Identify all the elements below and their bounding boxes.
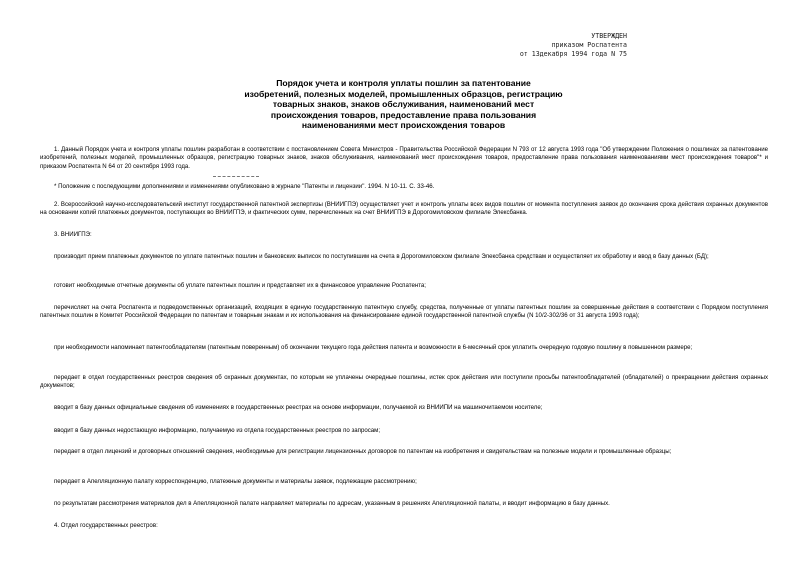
footnote: * Положение с последующими дополнениями и изменениями опубликовано в журнале "Патенты и лицензии". 1994. N 10-11. С. 33-46. xyxy=(54,183,435,190)
paragraph-3: 3. ВНИИГПЭ: xyxy=(54,231,92,238)
paragraph-9: вводит в базу данных официальные сведения об изменениях в государственных реестрах на основе информации, получаемой из ВНИИПИ на машиночитаемом носителе; xyxy=(54,404,543,411)
stamp-order: приказом Роспатента xyxy=(551,41,627,49)
paragraph-13: по результатам рассмотрения материалов дел в Апелляционной палате направляет материалы по адресам, указанным в решениях Апелляционной палаты, и вводит информацию в базу данных. xyxy=(54,500,610,507)
paragraph-10: вводит в базу данных недостающую информацию, получаемую из отдела государственных реестров по запросам; xyxy=(54,427,381,434)
paragraph-8: передает в отдел государственных реестров сведения об охранных документах, по которым не уплачены очередные пошлины, истек срок действия или поступили просьбы патентообладателей (обладателей) о прекращении действия охранных документов; xyxy=(40,374,768,390)
title-line: товарных знаков, знаков обслуживания, наименований мест xyxy=(272,99,535,110)
paragraph-6: перечисляет на счета Роспатента и подведомственных организаций, входящих в единую государственную патентную службу, средства, полученные от уплаты патентных пошлин за совершенные действия в соответствии с Порядком поступления патентных пошлин в Комитет Российской Федерации по патентам и товарным знакам и их использования на финансирование единой государственной патентной службы (N 10/2-302/36 от 31 августа 1993 года); xyxy=(40,304,768,320)
paragraph-5: готовит необходимые отчетные документы об уплате патентных пошлин и представляет их в финансовое управление Роспатента; xyxy=(54,282,427,289)
footnote-separator xyxy=(213,176,259,177)
title-line: наименованиями мест происхождения товаров xyxy=(301,120,506,131)
stamp-date: от 13декабря 1994 года N 75 xyxy=(519,50,627,58)
paragraph-11: передает в отдел лицензий и договорных отношений сведения, необходимые для регистрации лицензионных договоров по патентам на изобретения и свидетельствам на полезные модели и промышленные образцы; xyxy=(54,448,672,455)
paragraph-2: 2. Всероссийский научно-исследовательский институт государственной патентной экспертизы (ВНИИГПЭ) осуществляет учет и контроль уплаты всех видов пошлин от момента поступления заявок до окончания срока действия охранных документов на основании копий платежных документов, поступающих во ВНИИГПЭ, и фактических сумм, перечисленных на счет ВНИИГПЭ в Дорогомиловском филиале Элексбанка. xyxy=(40,201,768,217)
approval-stamp xyxy=(467,32,627,59)
paragraph-4: производит прием платежных документов по уплате патентных пошлин и банковских выписок по поступившим на счета в Дорогомиловском филиале Элексбанка средствам и осуществляет их обработку и ввод в базу данных (БД); xyxy=(54,253,709,260)
paragraph-7: при необходимости напоминает патентообладателям (патентным поверенным) об окончании текущего года действия патента и возможности в 6-месячный срок уплатить очередную годовую пошлину в повышенном размере; xyxy=(54,344,693,351)
paragraph-14: 4. Отдел государственных реестров: xyxy=(54,522,158,529)
title-line: происхождения товаров, предоставление права пользования xyxy=(270,109,537,120)
title-line: Порядок учета и контроля уплаты пошлин за патентование xyxy=(276,78,531,88)
stamp-approved: УТВЕРЖДЕН xyxy=(591,32,627,40)
paragraph-12: передает в Апелляционную палату корреспонденцию, платежные документы и материалы заявок, подлежащие рассмотрению; xyxy=(54,478,417,485)
document-title xyxy=(0,78,807,131)
paragraph-1: 1. Данный Порядок учета и контроля уплаты пошлин разработан в соответствии с постановлением Совета Министров - Правительства Российской Федерации N 793 от 12 августа 1993 года "Об утверждении Положения о пошлинах за патентование изобретений, полезных моделей, промышленных образцов, регистрацию товарных знаков, знаков обслуживания, наименований мест происхождения товаров, предоставление права пользования наименованиями мест происхождения товаров"* и приказом Роспатента N 64 от 20 сентября 1993 года. xyxy=(40,146,768,170)
title-line: изобретений, полезных моделей, промышленных образцов, регистрацию xyxy=(244,88,563,99)
